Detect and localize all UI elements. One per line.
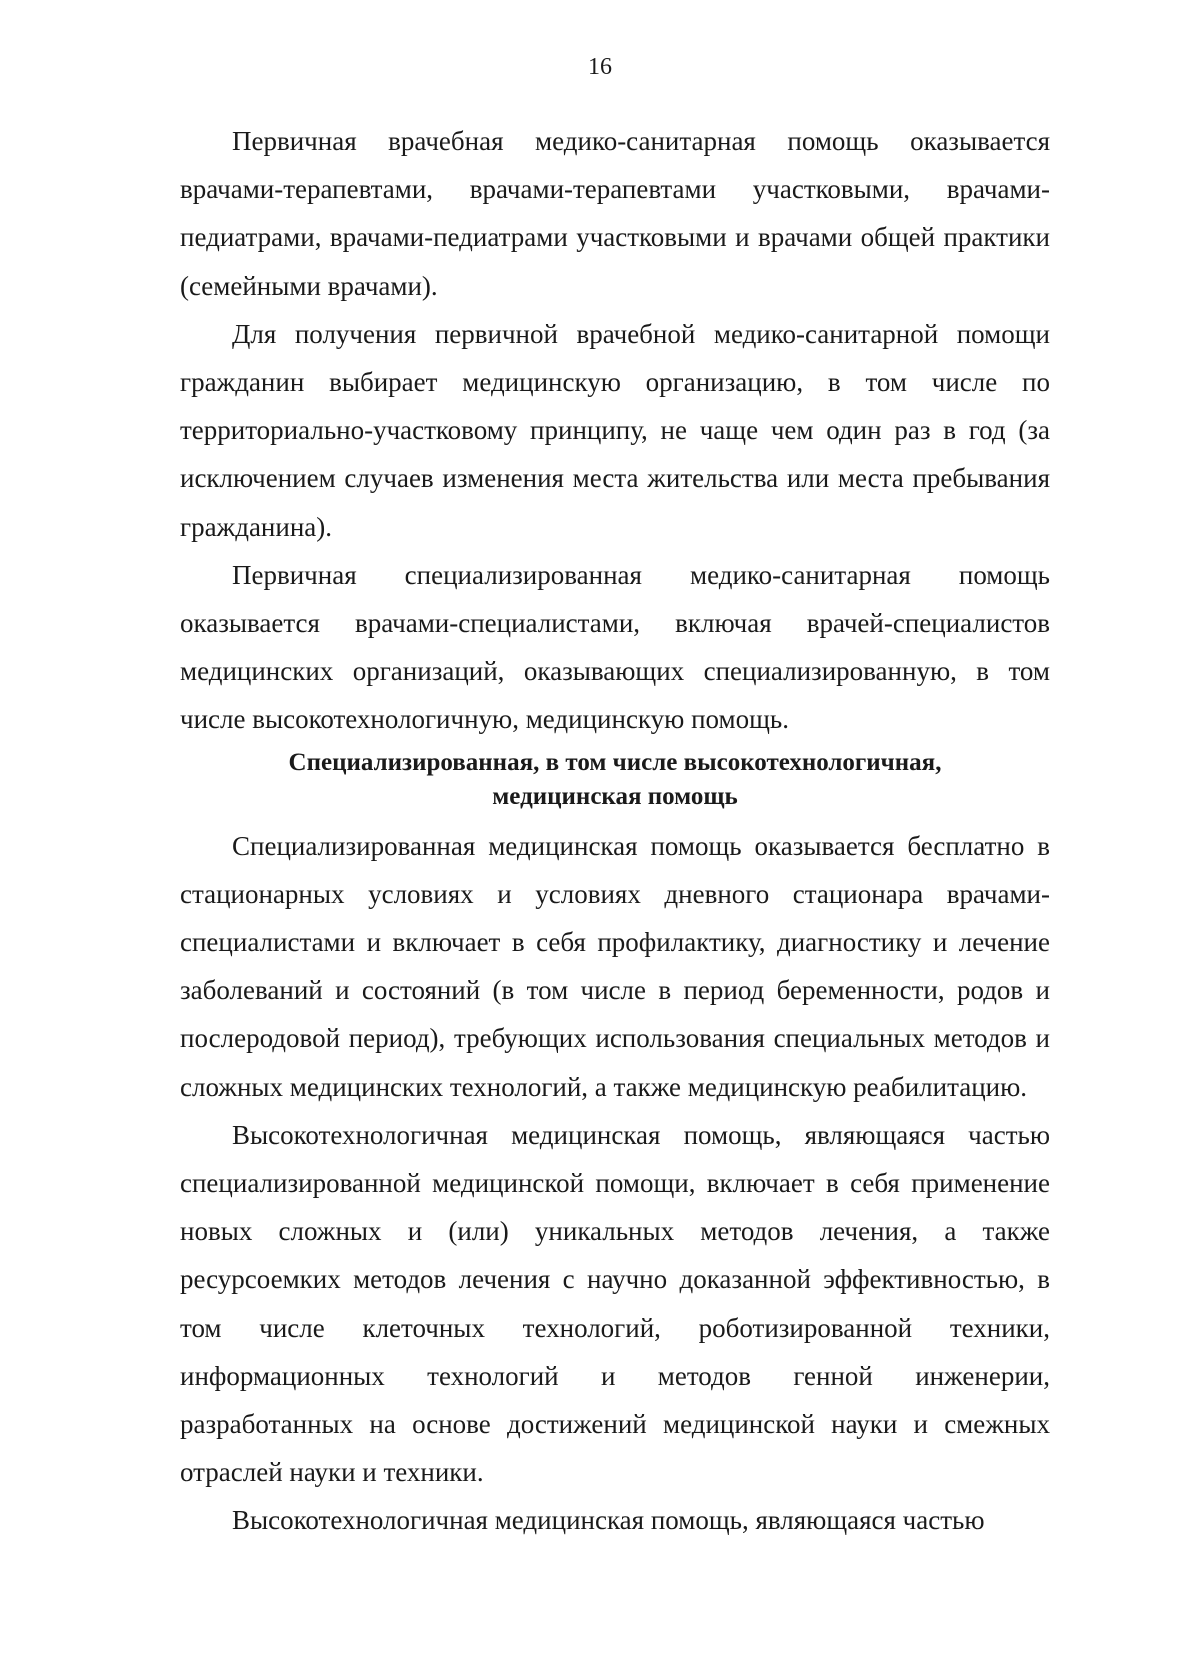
section-heading-line-2: медицинская помощь [492,782,738,810]
paragraph-high-tech-care: Высокотехнологичная медицинская помощь, являющаяся частью специализированной медицинской помощи, включает в себя применение новых сложных и (или) уникальных методов лечения, а также ресурсоемких методов лечения с научно доказанной эффективностью, в том числе клеточных технологий, роботизированной техники, информационных технологий и методов генной инженерии, разработанных на основе достижений медицинской науки и смежных отраслей науки и техники. [180,1119,1050,1488]
page-number: 16 [588,54,612,80]
section-heading-line-1: Специализированная, в том числе высокотехнологичная, [288,748,942,776]
paragraph-specialized-care: Специализированная медицинская помощь оказывается бесплатно в стационарных условиях и условиях дневного стационара врачами-специалистами и включает в себя профилактику, диагностику и лечение заболеваний и состояний (в том числе в период беременности, родов и послеродовой период), требующих использования специальных методов и сложных медицинских технологий, а также медицинскую реабилитацию. [180,830,1050,1102]
paragraph-primary-physician-care: Первичная врачебная медико-санитарная помощь оказывается врачами-терапевтами, врачами-терапевтами участковыми, врачами-педиатрами, врачами-педиатрами участковыми и врачами общей практики (семейными врачами). [180,126,1050,301]
document-body [180,117,1050,1545]
paragraph-primary-specialized-care: Первичная специализированная медико-санитарная помощь оказывается врачами-специалистами, включая врачей-специалистов медицинских организаций, оказывающих специализированную, в том числе высокотехнологичную, медицинскую помощь. [180,559,1050,735]
paragraph-choosing-medical-organization: Для получения первичной врачебной медико-санитарной помощи гражданин выбирает медицинскую организацию, в том числе по территориально-участковому принципу, не чаще чем один раз в год (за исключением случаев изменения места жительства или места пребывания гражданина). [180,318,1050,542]
paragraph-high-tech-care-continued: Высокотехнологичная медицинская помощь, являющаяся частью [232,1505,985,1536]
section-heading [180,744,1050,822]
